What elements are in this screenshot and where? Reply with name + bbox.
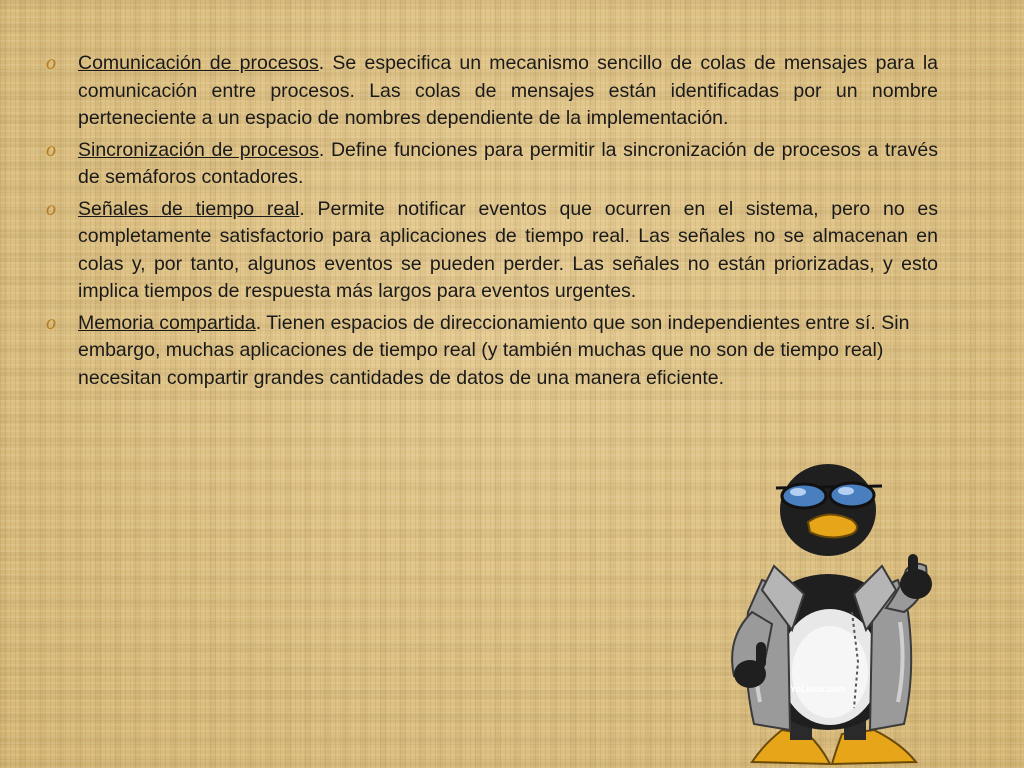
- tux-penguin-icon: [712, 462, 944, 768]
- text-senales: . Permite notificar eventos que ocurren en el sistema, pero no es completamente satisfactorio para aplicaciones de tiempo real. Las señales no se almacenan en colas y, por tanto, algunos eventos se pueden perder. Las señales no están priorizadas, y esto implica tiempos de respuesta más largos para eventos urgentes.: [78, 197, 938, 302]
- text-memoria: . Tienen espacios de direccionamiento que son independientes entre sí. Sin embargo, muchas aplicaciones de tiempo real (y también muchas que no son de tiempo real) necesitan compartir grandes cantidades de datos de una manera eficiente.: [78, 311, 910, 389]
- bullet-icon: o: [46, 311, 56, 334]
- bullet-icon: o: [46, 197, 56, 220]
- list-item-memoria: [44, 310, 924, 393]
- text-comunicacion: . Se especifica un mecanismo sencillo de colas de mensajes para la comunicación entre procesos. Las colas de mensajes están identificadas por un nombre perteneciente a un espacio de nombres dependiente de la implementación.: [78, 52, 939, 129]
- bullet-icon: o: [46, 138, 56, 161]
- watermark-text: YoLinux.com: [790, 684, 846, 694]
- term-comunicacion: Comunicación de procesos: [78, 52, 319, 74]
- list-item-senales: [44, 196, 938, 306]
- term-senales: Señales de tiempo real: [78, 197, 300, 220]
- list-item-comunicacion: [44, 50, 938, 133]
- bullet-icon: o: [46, 52, 56, 74]
- text-sincronizacion: . Define funciones para permitir la sincronización de procesos a través de semáforos contadores.: [78, 138, 939, 188]
- term-memoria: Memoria compartida: [78, 311, 256, 334]
- list-item-sincronizacion: [44, 137, 938, 192]
- bullet-list: [44, 50, 938, 396]
- term-sincronizacion: Sincronización de procesos: [78, 138, 319, 161]
